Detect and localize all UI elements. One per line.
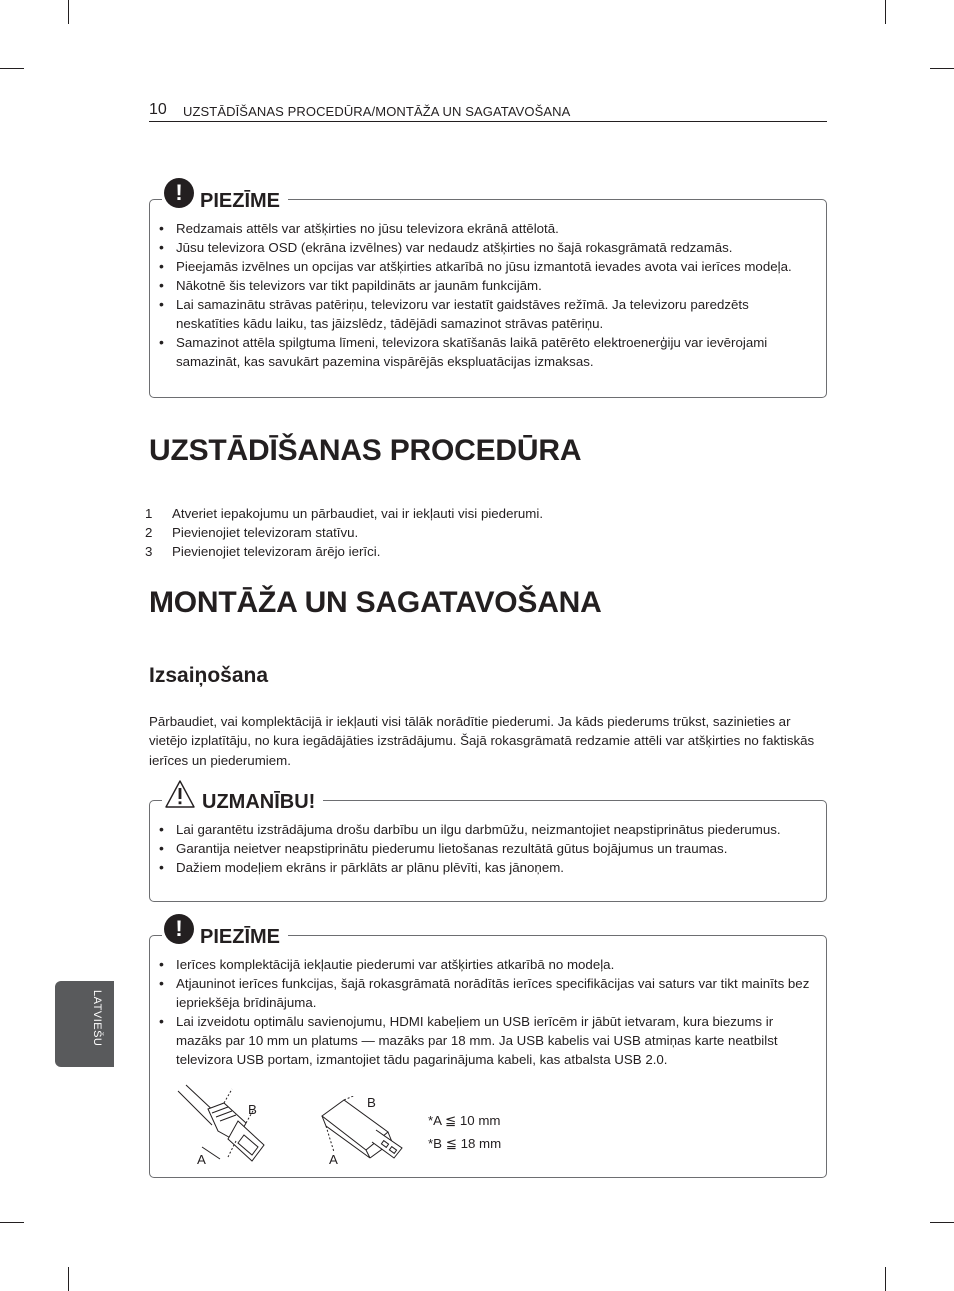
- note-heading: [162, 178, 288, 214]
- language-tab-label: LATVIEŠU: [91, 990, 103, 1047]
- list-item: • Lai garantētu izstrādājuma drošu darbību un ilgu darbmūžu, neizmantojiet neapstiprinātus piederumus.: [150, 820, 816, 839]
- note-list: [150, 955, 816, 1069]
- warning-triangle-icon: [164, 779, 196, 809]
- page-number: 10: [149, 101, 167, 118]
- step-number: 2: [145, 525, 153, 540]
- list-item: • Pieejamās izvēlnes un opcijas var atšķirties atkarībā no jūsu izmantotā ievades avota vai ierīces modeļa.: [150, 257, 816, 276]
- list-item: • Jūsu televizora OSD (ekrāna izvēlnes) var nedaudz atšķirties no šajā rokasgrāmatā redzamās.: [150, 238, 816, 257]
- crop-mark: [68, 0, 69, 24]
- list-item: • Lai samazinātu strāvas patēriņu, televizoru var iestatīt gaidstāves režīmā. Ja televizoru paredzēts neskatīties kādu laiku, tas jāizslēdz, tādējādi samazinot strāvas patēriņu.: [150, 295, 816, 333]
- dimension-label-a: A: [329, 1152, 338, 1167]
- caution-box: [149, 791, 827, 902]
- list-item: • Lai izveidotu optimālu savienojumu, HDMI kabeļiem un USB ierīcēm ir jābūt ietvaram, kura biezums ir mazāks par 10 mm un platums — mazāks par 18 mm. Ja USB kabelis vai USB atmiņas karte neatbilst televizora USB portam, izmantojiet tādu pagarinājuma kabeli, kas atbalsta USB 2.0.: [150, 1012, 816, 1069]
- exclamation-icon: !: [164, 914, 194, 944]
- crop-mark: [0, 1222, 24, 1223]
- body-paragraph: Pārbaudiet, vai komplektācijā ir iekļauti visi tālāk norādītie piederumi. Ja kāds piederums trūkst, sazinieties ar vietējo izplatītāju, no kura iegādājāties izstrādājumu. Šajā rokasgrāmatā redzamie attēli var atšķirties no faktiskās ierīces un piederumiem.: [149, 714, 815, 768]
- list-item: • Atjauninot ierīces funkcijas, šajā rokasgrāmatā norādītās ierīces specifikācijas vai saturs var tikt mainīts bez iepriekšēja brīdinājuma.: [150, 974, 816, 1012]
- note-heading: [162, 914, 288, 950]
- list-item: [145, 542, 543, 561]
- step-text: Pievienojiet televizoram ārējo ierīci.: [172, 544, 381, 559]
- caution-label: UZMANĪBU!: [202, 791, 316, 813]
- step-text: Pievienojiet televizoram statīvu.: [172, 525, 359, 540]
- section-title: MONTĀŽA UN SAGATAVOŠANA: [149, 586, 602, 619]
- note-box: [149, 916, 827, 1178]
- note-label: PIEZĪME: [200, 190, 281, 212]
- running-header: [149, 102, 827, 122]
- dimension-label-b: B: [248, 1102, 257, 1117]
- dimension-label-b: B: [367, 1095, 376, 1110]
- section-title: UZSTĀDĪŠANAS PROCEDŪRA: [149, 434, 582, 467]
- language-tab: [55, 981, 114, 1067]
- list-item: • Dažiem modeļiem ekrāns ir pārklāts ar plānu plēvīti, kas jānoņem.: [150, 858, 816, 877]
- crop-mark: [885, 1267, 886, 1291]
- dimension-label-a: A: [197, 1152, 206, 1167]
- note-list: [150, 219, 816, 371]
- crop-mark: [885, 0, 886, 24]
- note-label: PIEZĪME: [200, 926, 281, 948]
- note-box: [149, 180, 827, 398]
- step-text: Atveriet iepakojumu un pārbaudiet, vai ir iekļauti visi piederumi.: [172, 506, 544, 521]
- running-title: UZSTĀDĪŠANAS PROCEDŪRA/MONTĀŽA UN SAGATAVOŠANA: [183, 104, 571, 119]
- hdmi-plug-illustration: [172, 1083, 282, 1169]
- list-item: • Ierīces komplektācijā iekļautie piederumi var atšķirties atkarībā no modeļa.: [150, 955, 816, 974]
- caution-heading: [162, 779, 323, 815]
- step-number: 3: [145, 544, 153, 559]
- exclamation-icon: !: [164, 178, 194, 208]
- list-item: • Garantija neietver neapstiprinātu piederumu lietošanas rezultātā gūtus bojājumus un traumas.: [150, 839, 816, 858]
- list-item: [145, 504, 543, 523]
- caution-list: [150, 820, 816, 877]
- list-item: • Samazinot attēla spilgtuma līmeni, televizora skatīšanās laikā patērēto elektroenerģiju var ievērojami samazināt, kas savukārt pazemina vispārējās ekspluatācijas izmaksas.: [150, 333, 816, 371]
- subsection-title: Izsaiņošana: [149, 664, 269, 687]
- crop-mark: [930, 1222, 954, 1223]
- steps-list: [145, 504, 543, 561]
- step-number: 1: [145, 506, 153, 521]
- list-item: • Nākotnē šis televizors var tikt papildināts ar jaunām funkcijām.: [150, 276, 816, 295]
- list-item: [145, 523, 543, 542]
- list-item: • Redzamais attēls var atšķirties no jūsu televizora ekrānā attēlotā.: [150, 219, 816, 238]
- crop-mark: [930, 68, 954, 69]
- crop-mark: [68, 1267, 69, 1291]
- crop-mark: [0, 68, 24, 69]
- spec-a: *A ≦ 10 mm: [428, 1113, 501, 1128]
- spec-b: *B ≦ 18 mm: [428, 1136, 502, 1151]
